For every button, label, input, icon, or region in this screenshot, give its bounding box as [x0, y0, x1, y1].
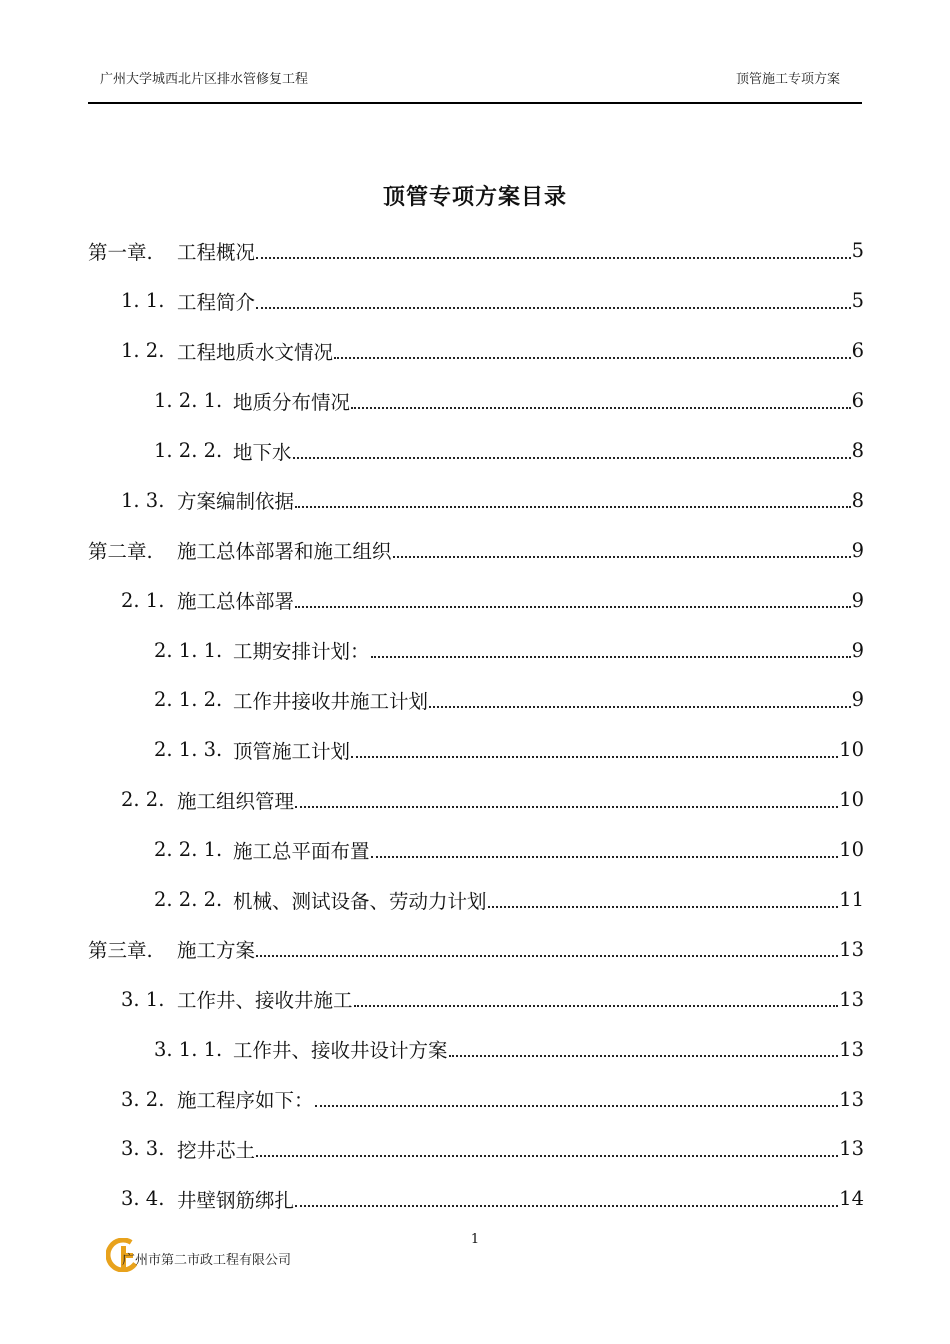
header-project-name: 广州大学城西北片区排水管修复工程 [100, 72, 309, 87]
toc-leader-dots [256, 276, 851, 326]
toc-entry[interactable] [88, 725, 864, 775]
toc-entry-title: 施工总平面布置 [233, 839, 370, 863]
toc-entry[interactable] [88, 426, 864, 476]
page-title: 顶管专项方案目录 [382, 184, 567, 210]
toc-entry-page: 5 [851, 289, 864, 313]
toc-entry-page: 13 [839, 1087, 864, 1111]
toc-entry-page: 13 [839, 1137, 864, 1161]
toc-entry-number: 2. 1. [121, 588, 165, 612]
toc-entry[interactable] [88, 875, 864, 925]
toc-leader-dots [295, 1174, 838, 1224]
toc-entry-title: 施工组织管理 [177, 789, 295, 813]
toc-entry[interactable] [88, 1124, 864, 1174]
toc-entry-page: 10 [839, 738, 864, 762]
toc-entry[interactable] [88, 675, 864, 725]
toc-entry[interactable] [88, 276, 864, 326]
toc-entry-number: 1. 1. [121, 289, 165, 313]
page-footer [106, 1236, 426, 1272]
toc-entry-page: 8 [851, 488, 864, 512]
toc-leader-dots [449, 1024, 839, 1074]
toc-entry[interactable] [88, 326, 864, 376]
toc-entry-number: 第二章. [88, 540, 153, 564]
toc-entry-title: 工程简介 [177, 290, 256, 314]
toc-entry-title: 顶管施工计划 [233, 739, 351, 763]
toc-leader-dots [295, 575, 851, 625]
toc-leader-dots [351, 725, 838, 775]
toc-entry-page: 14 [839, 1187, 864, 1211]
toc-entry-number: 3. 3. [121, 1137, 165, 1161]
toc-entry-page: 10 [839, 788, 864, 812]
toc-leader-dots [293, 426, 851, 476]
toc-entry-number: 2. 1. 2. [154, 688, 223, 712]
toc-entry-title: 机械、测试设备、劳动力计划 [233, 889, 487, 913]
toc-entry-number: 3. 2. [121, 1087, 165, 1111]
toc-entry-page: 5 [851, 239, 864, 263]
toc-entry-title: 方案编制依据 [177, 490, 295, 514]
toc-leader-dots [315, 1074, 839, 1124]
toc-entry-number: 2. 2. [121, 788, 165, 812]
toc-entry-number: 1. 2. 1. [154, 389, 223, 413]
toc-entry-title: 施工总体部署 [177, 590, 295, 614]
toc-entry-page: 13 [839, 937, 864, 961]
toc-leader-dots [351, 376, 851, 426]
toc-entry-number: 3. 1. [121, 987, 165, 1011]
toc-leader-dots [256, 1124, 838, 1174]
toc-entry[interactable] [88, 825, 864, 875]
toc-entry-title: 工期安排计划： [233, 640, 370, 664]
toc-entry[interactable] [88, 575, 864, 625]
toc-entry-title: 地下水 [233, 440, 292, 464]
toc-entry-title: 施工程序如下： [177, 1089, 314, 1113]
footer-company-name: 广州市第二市政工程有限公司 [122, 1253, 292, 1268]
toc-leader-dots [354, 974, 839, 1024]
toc-entry-page: 6 [851, 339, 864, 363]
toc-entry-title: 井壁钢筋绑扎 [177, 1188, 295, 1212]
page-number: 1 [470, 1232, 480, 1247]
toc-entry-page: 11 [839, 888, 864, 912]
toc-entry-number: 第三章. [88, 939, 153, 963]
toc-entry-page: 9 [851, 638, 864, 662]
toc-entry-number: 1. 3. [121, 488, 165, 512]
toc-entry-title: 工作井、接收井设计方案 [233, 1039, 448, 1063]
toc-leader-dots [256, 924, 838, 974]
toc-entry-title: 施工总体部署和施工组织 [177, 540, 392, 564]
toc-entry-title: 工程概况 [177, 240, 256, 264]
toc-entry[interactable] [88, 525, 864, 575]
toc-leader-dots [295, 475, 851, 525]
toc-entry[interactable] [88, 226, 864, 276]
toc-entry-title: 施工方案 [177, 939, 256, 963]
header-document-name: 顶管施工专项方案 [735, 72, 840, 87]
toc-entry-page: 10 [839, 838, 864, 862]
toc-leader-dots [256, 226, 851, 276]
toc-leader-dots [371, 825, 839, 875]
toc-entry[interactable] [88, 974, 864, 1024]
toc-leader-dots [488, 875, 839, 925]
toc-entry-title: 挖井芯土 [177, 1138, 256, 1162]
toc-entry-title: 工作井接收井施工计划 [233, 689, 429, 713]
table-of-contents [88, 226, 864, 1224]
toc-entry-page: 9 [851, 538, 864, 562]
toc-entry-title: 工程地质水文情况 [177, 340, 334, 364]
toc-entry[interactable] [88, 1074, 864, 1124]
toc-entry[interactable] [88, 625, 864, 675]
toc-entry-number: 2. 2. 1. [154, 838, 223, 862]
toc-leader-dots [371, 625, 851, 675]
toc-entry[interactable] [88, 1174, 864, 1224]
toc-entry-page: 8 [851, 439, 864, 462]
toc-entry[interactable] [88, 475, 864, 525]
toc-entry-page: 9 [851, 588, 864, 612]
toc-leader-dots [429, 675, 851, 725]
toc-entry[interactable] [88, 775, 864, 825]
toc-entry-number: 2. 2. 2. [154, 888, 223, 912]
toc-entry-number: 3. 4. [121, 1187, 165, 1211]
toc-entry-page: 6 [851, 389, 864, 413]
toc-entry-number: 3. 1. 1. [154, 1037, 223, 1061]
toc-entry-number: 1. 2. 2. [154, 439, 223, 462]
toc-leader-dots [295, 775, 838, 825]
toc-entry-number: 2. 1. 1. [154, 638, 223, 662]
toc-entry-title: 工作井、接收井施工 [177, 989, 353, 1013]
toc-leader-dots [334, 326, 851, 376]
toc-entry-page: 9 [851, 688, 864, 712]
toc-entry[interactable] [88, 376, 864, 426]
toc-leader-dots [393, 525, 851, 575]
toc-entry-title: 地质分布情况 [233, 390, 351, 414]
toc-entry-number: 2. 1. 3. [154, 738, 223, 762]
page-header [88, 66, 862, 104]
toc-entry-page: 13 [839, 1037, 864, 1061]
toc-entry-page: 13 [839, 987, 864, 1011]
toc-entry[interactable] [88, 924, 864, 974]
toc-entry-number: 第一章. [88, 240, 153, 264]
toc-entry[interactable] [88, 1024, 864, 1074]
toc-entry-number: 1. 2. [121, 339, 165, 363]
